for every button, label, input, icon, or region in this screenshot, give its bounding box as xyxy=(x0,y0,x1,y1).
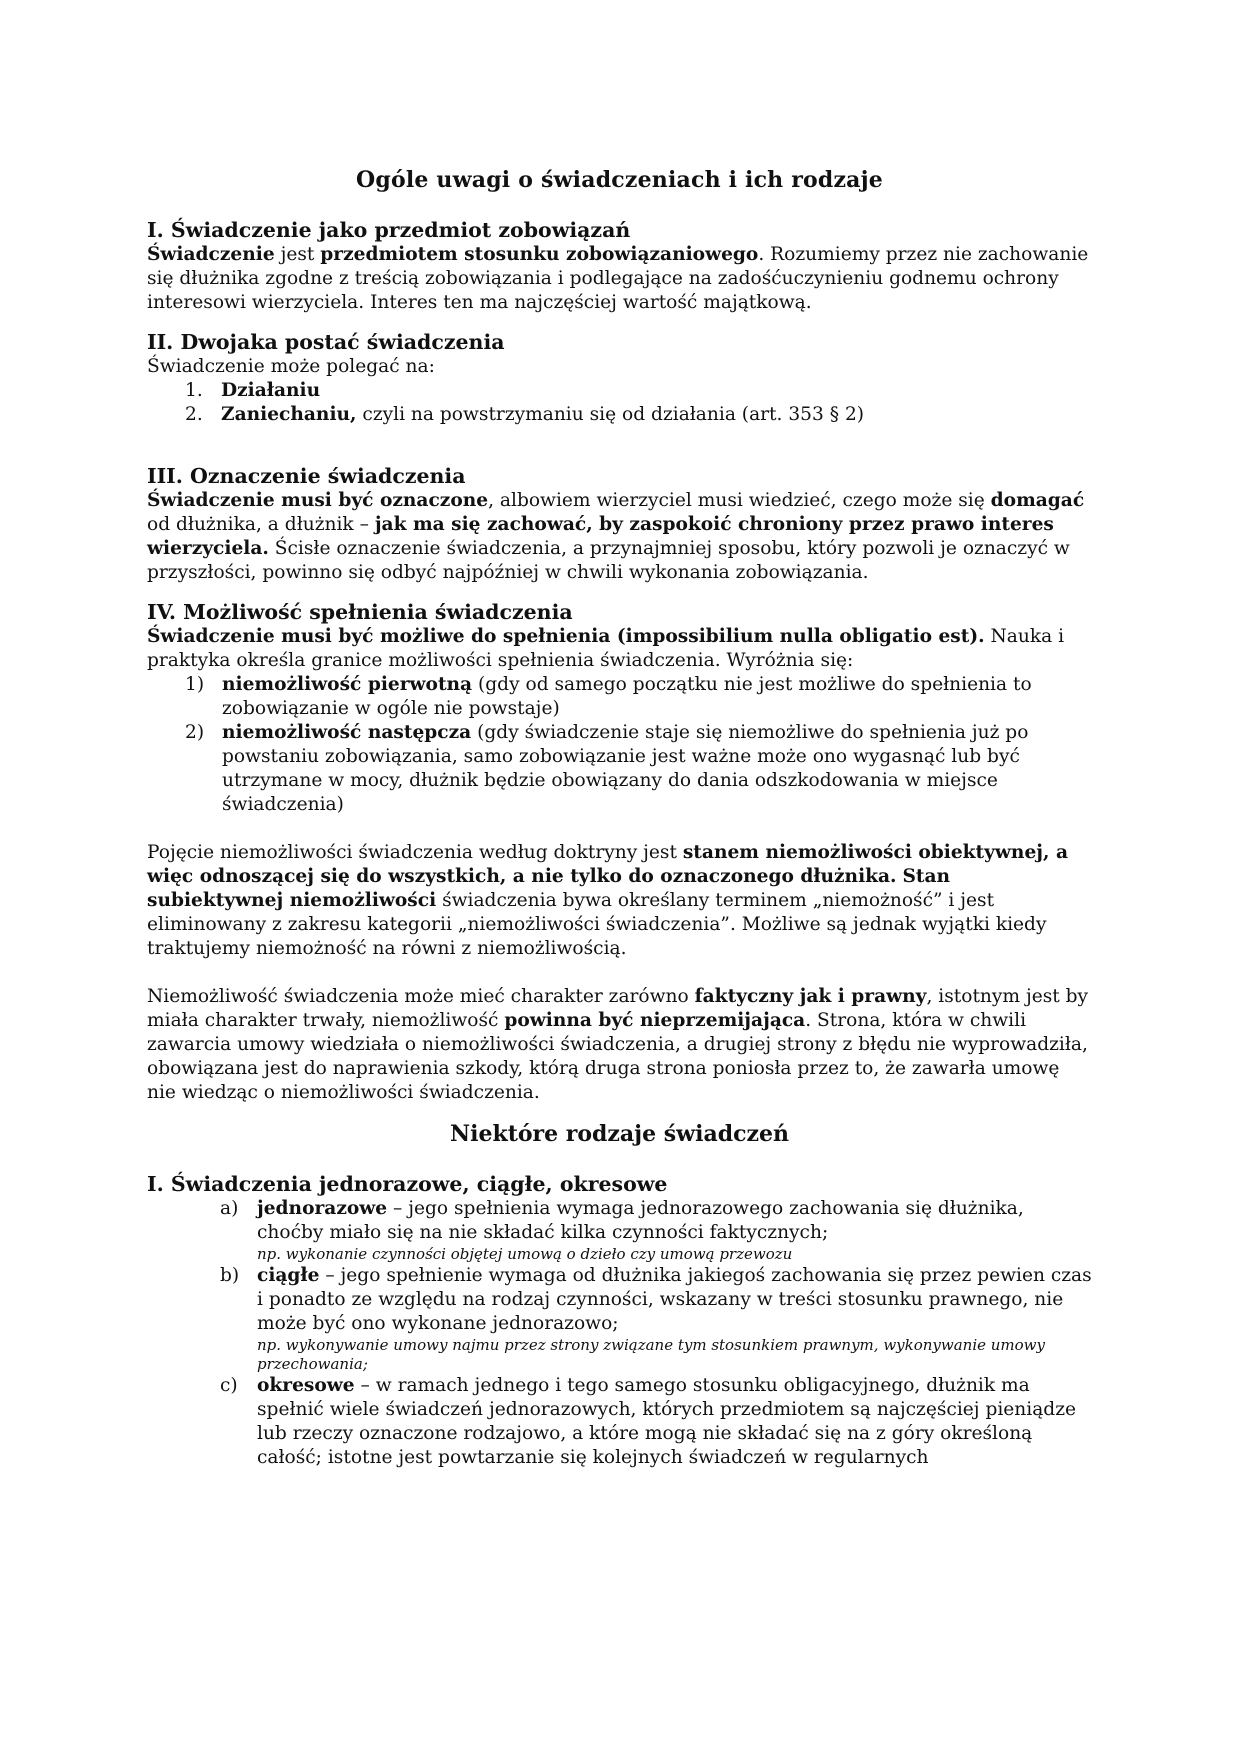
document-page xyxy=(147,165,1092,1470)
list-item xyxy=(147,1374,1092,1470)
paragraph-possibility xyxy=(147,625,1092,673)
bold-term: Stan subiektywnej niemożliwości xyxy=(147,866,951,911)
bold-term: jak ma się zachować, by zaspokoić chroniony przez prawo interes wierzyciela. xyxy=(147,514,1054,559)
example-note: np. wykonywanie umowy najmu przez strony związane tym stosunkiem prawnym, wykonywanie umowy przechowania; xyxy=(257,1336,1045,1373)
text-run: (gdy świadczenie staje się niemożliwe do spełnienia już po powstaniu zobowiązania, samo zobowiązanie jest ważne może ono wygasnąć lub być utrzymane w mocy, dłużnik będzie obowiązany do dania odszkodowania w miejsce świadczenia) xyxy=(222,722,1029,815)
text-run: , albowiem wierzyciel musi wiedzieć, czego może się xyxy=(488,490,991,511)
bold-term: Zaniechaniu, xyxy=(221,404,357,425)
list-marker: 2. xyxy=(185,404,203,425)
bold-term: przedmiotem stosunku zobowiązaniowego xyxy=(320,244,759,265)
list-marker: 2) xyxy=(185,722,205,743)
text-run: (gdy od samego początku nie jest możliwe do spełnienia to zobowiązanie w ogóle nie powstaje) xyxy=(222,674,1032,719)
lettered-list-types xyxy=(147,1197,1092,1470)
bold-term: okresowe xyxy=(257,1375,355,1396)
text-run: od dłużnika, a dłużnik – xyxy=(147,514,375,535)
paragraph-obligation-subject xyxy=(147,243,1092,315)
text-run: – jego spełnienia wymaga jednorazowego zachowania się dłużnika, choćby miało się na nie składać kilka czynności faktycznych; xyxy=(257,1198,1024,1243)
bold-term: Świadczenie xyxy=(147,244,275,265)
paragraph-two-forms-intro: Świadczenie może polegać na: xyxy=(147,356,435,377)
text-run: jest xyxy=(274,244,321,265)
paragraph-objective-impossibility xyxy=(147,841,1092,961)
list-item xyxy=(147,379,1092,403)
text-run: Pojęcie niemożliwości świadczenia według doktryny jest xyxy=(147,842,683,863)
bold-term: powinna być nieprzemijająca xyxy=(504,1010,806,1031)
bold-term: domagać xyxy=(990,490,1085,511)
text-run: , istotnym jest by miała charakter trwały, niemożliwość xyxy=(147,986,1089,1031)
bold-term: stanem niemożliwości obiektywnej, a więc odnoszącej się do wszystkich, a nie tylko do oznaczonego dłużnika. xyxy=(147,842,1069,887)
paragraph-impossibility-character xyxy=(147,985,1092,1105)
bold-term: niemożliwość pierwotną xyxy=(222,674,473,695)
heading-two-forms: II. Dwojaka postać świadczenia xyxy=(147,330,505,354)
text-run: Ścisłe oznaczenie świadczenia, a przynajmniej sposobu, który pozwoli je oznaczyć w przyszłości, powinno się odbyć najpóźniej w chwili wykonania zobowiązania. xyxy=(147,538,1070,583)
text-run: Niemożliwość świadczenia może mieć charakter zarówno xyxy=(147,986,695,1007)
text-run: – w ramach jednego i tego samego stosunku obligacyjnego, dłużnik ma spełnić wiele świadczeń jednorazowych, których przedmiotem są najczęściej pieniądze lub rzeczy oznaczone rodzajowo, a które mogą nie składać się na z góry określoną całość; istotne jest powtarzanie się kolejnych świadczeń w regularnych xyxy=(257,1375,1077,1468)
text-run: Nauka i praktyka określa granice możliwości spełnienia świadczenia. Wyróżnia się: xyxy=(147,626,1065,671)
example-note: np. wykonanie czynności objętej umową o dzieło czy umową przewozu xyxy=(257,1245,793,1263)
list-item xyxy=(147,721,1092,817)
heading-obligation-subject: I. Świadczenie jako przedmiot zobowiązań xyxy=(147,218,631,242)
paragraph-designation xyxy=(147,489,1092,585)
text-run: świadczenia bywa określany terminem „niemożność” i jest eliminowany z zakresu kategorii „niemożliwości świadczenia”. Możliwe są jednak wyjątki kiedy traktujemy niemożność na równi z niemożliwością. xyxy=(147,890,1047,959)
bold-term: faktyczny jak i prawny xyxy=(694,986,927,1007)
list-marker: 1. xyxy=(185,380,203,401)
list-item xyxy=(147,1264,1092,1374)
bold-term: ciągłe xyxy=(257,1265,320,1286)
list-marker: 1) xyxy=(185,674,205,695)
bold-term: Świadczenie musi być oznaczone xyxy=(147,490,489,511)
list-marker: b) xyxy=(220,1265,240,1286)
text-run: – jego spełnienie wymaga od dłużnika jakiegoś zachowania się przez pewien czas i ponadto ze względu na rodzaj czynności, wskazany w treści stosunku prawnego, nie może być ono wykonane jednorazowo; xyxy=(257,1265,1092,1334)
bold-term: niemożliwość następcza xyxy=(222,722,472,743)
list-item xyxy=(147,403,1092,427)
list-item xyxy=(147,673,1092,721)
heading-one-time-continuous-periodic: I. Świadczenia jednorazowe, ciągłe, okresowe xyxy=(147,1172,668,1196)
heading-possibility: IV. Możliwość spełnienia świadczenia xyxy=(147,600,573,624)
bold-term: Działaniu xyxy=(221,380,321,401)
text-run: . Strona, która w chwili zawarcia umowy wiedziała o niemożliwości świadczenia, a drugiej strony z błędu nie wyprowadziła, obowiązana jest do naprawienia szkody, którą druga strona poniosła przez to, że zawarła umowę nie wiedząc o niemożliwości świadczenia. xyxy=(147,1010,1088,1103)
numbered-list-impossibility xyxy=(147,673,1092,817)
text-run: czyli na powstrzymaniu się od działania (art. 353 § 2) xyxy=(356,404,865,425)
section-title-types: Niektóre rodzaje świadczeń xyxy=(449,1121,789,1147)
numbered-list-forms xyxy=(147,379,1092,427)
bold-term: jednorazowe xyxy=(257,1198,388,1219)
bold-term: Świadczenie musi być możliwe do spełnienia (impossibilium nulla obligatio est). xyxy=(147,626,985,647)
list-marker: a) xyxy=(220,1198,239,1219)
list-marker: c) xyxy=(220,1375,238,1396)
text-run: . Rozumiemy przez nie zachowanie się dłużnika zgodne z treścią zobowiązania i podlegające na zadośćuczynieniu godnemu ochrony interesowi wierzyciela. Interes ten ma najczęściej wartość majątkową. xyxy=(147,244,1089,313)
list-item xyxy=(147,1197,1092,1264)
document-title: Ogóle uwagi o świadczeniach i ich rodzaje xyxy=(356,167,883,193)
heading-designation: III. Oznaczenie świadczenia xyxy=(147,464,466,488)
